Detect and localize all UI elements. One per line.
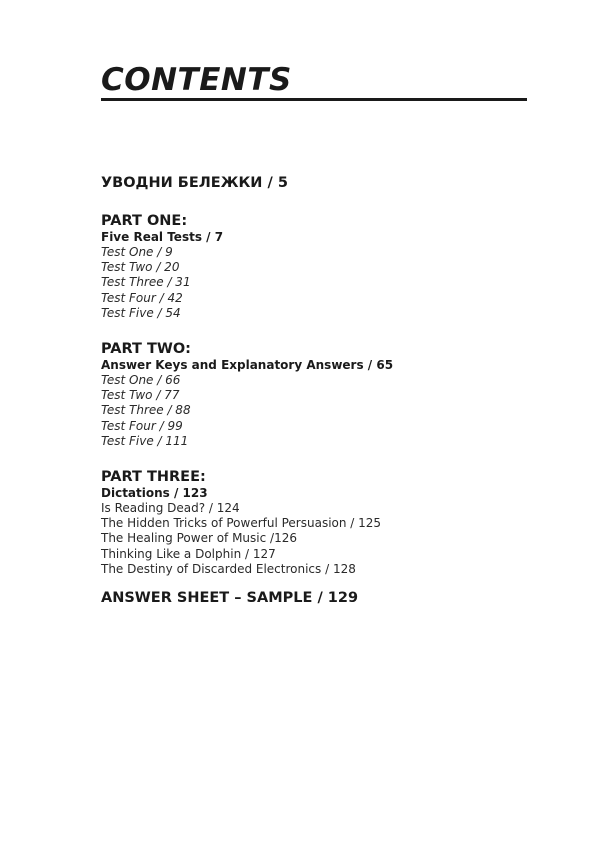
part-subtitle: Answer Keys and Explanatory Answers / 65 [101,358,394,373]
page-title: CONTENTS [101,62,292,98]
toc-entry: Test Five / 111 [101,433,189,448]
answer-sheet-entry: ANSWER SHEET – SAMPLE / 129 [101,590,359,607]
part-title: PART ONE: [101,213,188,229]
toc-entry: Test Three / 31 [101,275,191,290]
toc-entry: Test Four / 99 [101,418,183,433]
table-of-contents [101,174,531,608]
intro-entry: УВОДНИ БЕЛЕЖКИ / 5 [101,175,288,191]
title-rule [101,98,527,101]
toc-entry: Test Five / 54 [101,305,181,320]
toc-entry: Is Reading Dead? / 124 [101,501,240,516]
toc-entry: The Healing Power of Music /126 [101,531,297,546]
part-subtitle: Dictations / 123 [101,486,208,501]
part-one-section [101,212,531,321]
part-subtitle: Five Real Tests / 7 [101,230,224,244]
toc-entry: The Hidden Tricks of Powerful Persuasion / 125 [101,516,382,531]
part-two-section [101,340,531,449]
toc-entry: Thinking Like a Dolphin / 127 [101,546,276,561]
toc-entry: Test One / 9 [101,245,173,259]
part-three-section [101,468,531,577]
toc-entry: Test One / 66 [101,373,181,388]
toc-entry: Test Two / 20 [101,260,180,275]
toc-entry: Test Three / 88 [101,403,191,418]
part-title: PART THREE: [101,469,206,486]
toc-entry: Test Four / 42 [101,290,183,305]
part-title: PART TWO: [101,341,191,358]
toc-entry: The Destiny of Discarded Electronics / 128 [101,561,356,576]
toc-entry: Test Two / 77 [101,388,180,403]
